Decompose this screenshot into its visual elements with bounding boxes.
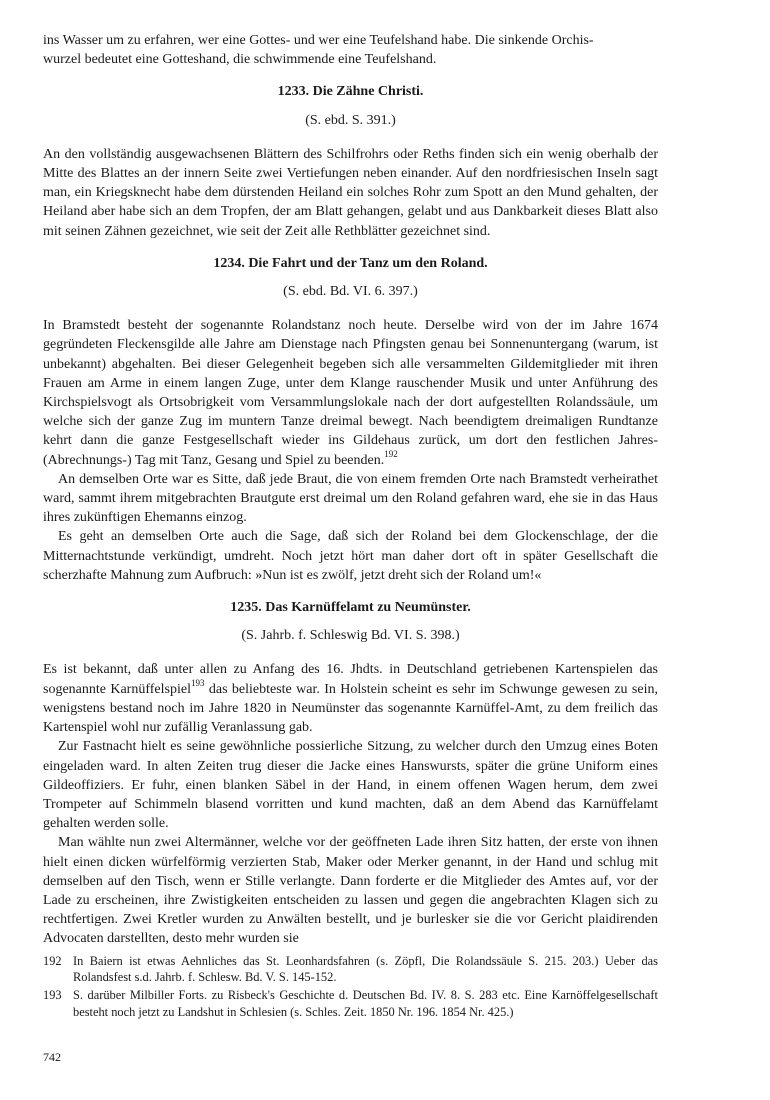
intro-line-1: ins Wasser um zu erfahren, wer eine Gottes- und wer eine Teufelshand habe. Die sinkende Orchis- <box>43 33 594 48</box>
section-1233-paragraph: An den vollständig ausgewachsenen Blättern des Schilfrohrs oder Reths finden sich ein wenig oberhalb der Mitte des Blattes an der innern Seite zwei Vertiefungen neben einander. Auf den nordfriesischen Inseln sagt man, ein Kriegsknecht habe dem dürstenden Heiland ein solches Rohr zum Spott an den Mund gehalten, der Heiland aber habe sich an dem Tropfen, der am Blatt gehangen, gelabt und aus Dankbarkeit dieses Blatt also mit seinen Zähnen gezeichnet, wie seit der Zeit alle Rethblätter gezeichnet sind. <box>43 146 658 239</box>
section-1234-paragraph-1 <box>43 316 658 470</box>
footnote-number: 192 <box>43 953 62 968</box>
section-1234-title: 1234. Die Fahrt und der Tanz um den Roland. <box>213 255 488 271</box>
section-1235-source: (S. Jahrb. f. Schleswig Bd. VI. S. 398.) <box>241 628 460 644</box>
section-1234-paragraph-2: An demselben Orte war es Sitte, daß jede Braut, die von einem fremden Orte nach Bramstedt verheirathet ward, sammt ihrem mitgebrachten Brautgute erst dreimal um den Roland gefahren ward, ehe sie in das Haus ihres zukünftigen Ehemanns einzog. <box>43 471 658 526</box>
section-1235-paragraph-1 <box>43 660 658 737</box>
section-1234-source: (S. ebd. Bd. VI. 6. 397.) <box>283 284 418 300</box>
section-1234-paragraph-3: Es geht an demselben Orte auch die Sage, daß sich der Roland bei dem Glockenschlage, der die Mitternachtstunde verkündigt, umdreht. Noch jetzt hört man daher dort oft in später Gesellschaft die scherzhafte Mahnung zum Aufbruch: »Nun ist es zwölf, jetzt dreht sich der Roland um!« <box>43 529 658 583</box>
section-1233-title: 1233. Die Zähne Christi. <box>277 84 424 100</box>
page-body <box>43 31 658 1022</box>
section-1234-p1-text: In Bramstedt besteht der sogenannte Rolandstanz noch heute. Derselbe wird von der im Jahre 1674 gegründeten Fleckensgilde alle Jahre am Dienstage nach Pfingsten genau bei Sonnenuntergang (warum, ist unbekannt) abgehalten. Bei dieser Gelegenheit begeben sich alle versammelten Gildemitglieder mit ihren Frauen am Arme in einem langen Zuge, unter dem Klange rauschender Musik und unter Anführung des Kirchspielsvogt als Ortsobrigkeit vom Versammlungslokale nach der dort aufgestellten Rolandssäule, um welche sich der ganze Zug im muntern Tanze dreimal bewegt. Nach beendigtem dreimaligen Rundtanze kehrt dann die ganze Festgesellschaft wieder ins Gildehaus zurück, um dort den festlichen Jahres- (Abrechnungs-) Tag mit Tanz, Gesang und Spiel zu beenden. <box>43 318 658 468</box>
footnote-192 <box>43 953 658 986</box>
section-1235-paragraph-2: Zur Fastnacht hielt es seine gewöhnliche possierliche Sitzung, zu welcher durch den Umzug eines Boten eingeladen ward. In alten Zeiten trug dieser die Jacke eines Hanswursts, später die grüne Uniform eines Gildeoffiziers. Er fuhr, einen blanken Säbel in der Hand, in einem offenen Wagen herum, dem zwei Trompeter auf Schimmeln blasend vorritten und kund machten, daß an dem Abend das Karnüffelamt gehalten werden solle. <box>43 739 658 832</box>
footnotes <box>43 953 658 1021</box>
section-1235-p1-text-a: Es ist bekannt, daß unter allen zu Anfang des 16. Jhdts. in Deutschland getriebenen Kartenspielen das sogenannte Karnüffelspiel <box>43 662 658 697</box>
section-1235-title: 1235. Das Karnüffelamt zu Neumünster. <box>230 600 471 616</box>
footnote-ref-192[interactable]: 192 <box>384 449 398 459</box>
footnote-number: 193 <box>43 988 62 1003</box>
footnote-text: S. darüber Milbiller Forts. zu Risbeck's Geschichte d. Deutschen Bd. IV. 8. S. 283 etc. Eine Karnöffelgesellschaft besteht noch jetzt zu Landshut in Schlesien (s. Schles. Zeit. 1850 Nr. 196. 1854 Nr. 425.) <box>73 988 658 1019</box>
section-1235-paragraph-3: Man wählte nun zwei Altermänner, welche vor der geöffneten Lade ihren Sitz hatten, der erste von ihnen hielt einen dicken würfelförmig verzierten Stab, Maker oder Merker genannt, in der Hand und schlug mit demselben auf den Tisch, wenn er Stille verlangte. Dann forderte er die Mitglieder des Amtes auf, vor der Lade zu erscheinen, ihre Zwistigkeiten entscheiden zu lassen und gegen die angebrachten Klagen sich zu rechtfertigen. Zwei Kretler wurden zu Anwälten bestellt, und je burlesker sie die vor Gericht plaidirenden Advocaten darstellten, desto mehr wurden sie <box>43 835 658 947</box>
section-1235-p1-text-b: das beliebteste war. In Holstein scheint es sehr im Schwunge gewesen zu sein, wenigstens bestand noch im Jahre 1820 in Neumünster das sogenannte Karnüffel-Amt, zu dem freilich das Kartenspiel wohl nur zufällig Veranlassung gab. <box>43 681 658 736</box>
footnote-text: In Baiern ist etwas Aehnliches das St. Leonhardsfahren (s. Zöpfl, Die Rolandssäule S. 215. 203.) Ueber das Rolandsfest s.d. Jahrb. f. Schlesw. Bd. V. S. 145-152. <box>73 953 658 984</box>
page-number: 742 <box>43 1050 61 1064</box>
intro-line-2: wurzel bedeutet eine Gotteshand, die schwimmende eine Teufelshand. <box>43 52 437 68</box>
footnote-193 <box>43 987 658 1020</box>
section-1233-source: (S. ebd. S. 391.) <box>305 112 396 128</box>
footnote-ref-193[interactable]: 193 <box>190 678 205 689</box>
intro-paragraph <box>43 31 658 69</box>
